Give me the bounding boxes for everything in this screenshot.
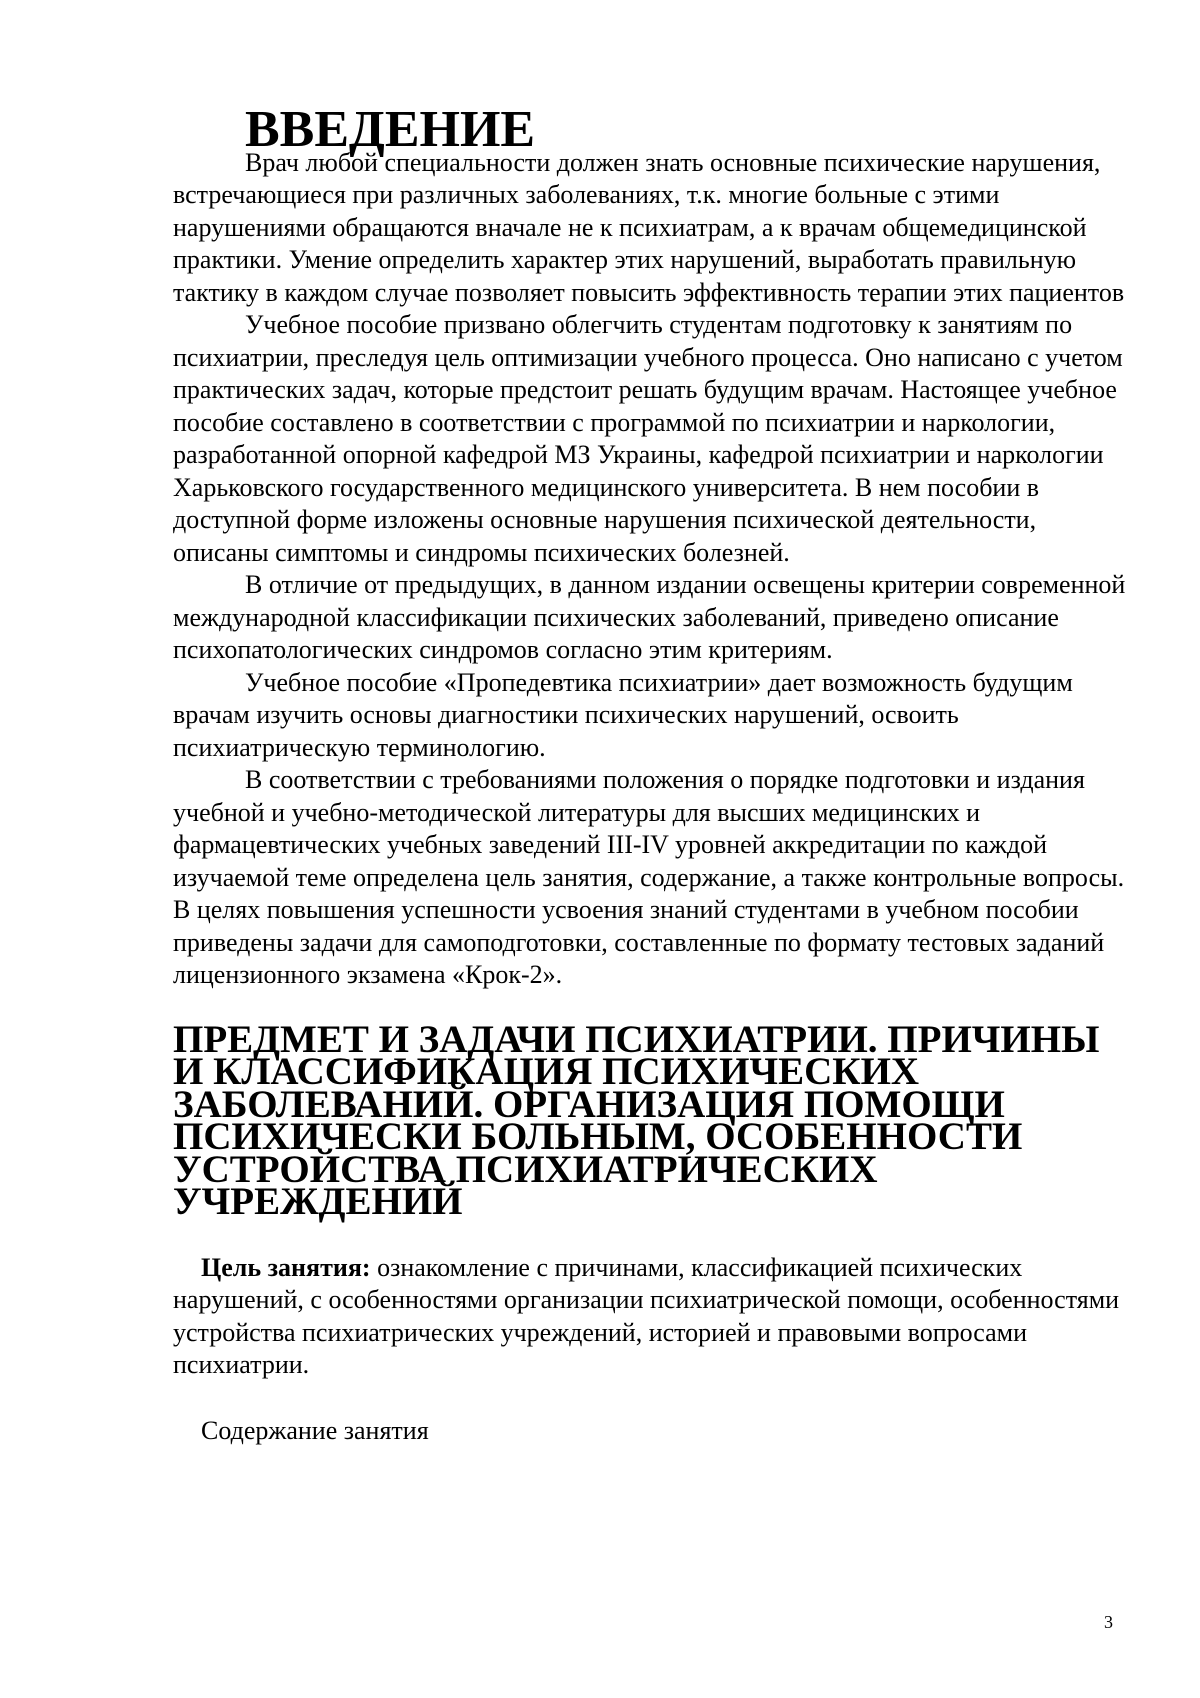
lesson-goal-text: ознакомление с причинами, классификацией психических нарушений, с особенностями организации психиатрической помощи, особенностями устройства психиатрических учреждений, историей и правовыми вопросами психиатрии. xyxy=(173,1252,1120,1379)
intro-heading: ВВЕДЕНИЕ xyxy=(245,101,536,158)
intro-paragraph-1: Врач любой специальности должен знать основные психические нарушения, встречающиеся при различных заболеваниях, т.к. многие больные с этими нарушениями обращаются вначале не к психиатрам, а к врачам общемедицинской практики. Умение определить характер этих нарушений, выработать правильную тактику в каждом случае позволяет повысить эффективность терапии этих пациентов xyxy=(173,147,1125,307)
intro-paragraph-2: Учебное пособие призвано облегчить студентам подготовку к занятиям по психиатрии, преследуя цель оптимизации учебного процесса. Оно написано с учетом практических задач, которые предстоит решать будущим врачам. Настоящее учебное пособие составлено в соответствии с программой по психиатрии и наркологии, разработанной опорной кафедрой МЗ Украины, кафедрой психиатрии и наркологии Харьковского государственного медицинского университета. В нем пособии в доступной форме изложены основные нарушения психической деятельности, описаны симптомы и синдромы психических болезней. xyxy=(173,310,1123,567)
lesson-goal xyxy=(173,1252,1133,1382)
section-title: ПРЕДМЕТ И ЗАДАЧИ ПСИХИАТРИИ. ПРИЧИНЫ И КЛАССИФИКАЦИЯ ПСИХИЧЕСКИХ ЗАБОЛЕВАНИЙ. ОРГАНИЗАЦИЯ ПОМОЩИ ПСИХИЧЕСКИ БОЛЬНЫМ, ОСОБЕННОСТИ УСТРОЙСТВА ПСИХИАТРИЧЕСКИХ УЧРЕЖДЕНИЙ xyxy=(173,1017,1100,1223)
document-page xyxy=(173,101,1133,1447)
page-number: 3 xyxy=(1104,1612,1113,1632)
intro-paragraph-5: В соответствии с требованиями положения о порядке подготовки и издания учебной и учебно-методической литературы для высших медицинских и фармацевтических учебных заведений III-IV уровней аккредитации по каждой изучаемой теме определена цель занятия, содержание, а также контрольные вопросы. В целях повышения успешности усвоения знаний студентами в учебном пособии приведены задачи для самоподготовки, составленные по формату тестовых заданий лицензионного экзамена «Крок-2». xyxy=(173,765,1125,989)
intro-paragraph-3: В отличие от предыдущих, в данном издании освещены критерии современной международной классификации психических заболеваний, приведено описание психопатологических синдромов согласно этим критериям. xyxy=(173,570,1126,664)
lesson-goal-label: Цель занятия: xyxy=(201,1252,371,1282)
lesson-content-label: Содержание занятия xyxy=(201,1415,429,1445)
intro-paragraph-4: Учебное пособие «Пропедевтика психиатрии» дает возможность будущим врачам изучить основы диагностики психических нарушений, освоить психиатрическую терминологию. xyxy=(173,667,1073,762)
